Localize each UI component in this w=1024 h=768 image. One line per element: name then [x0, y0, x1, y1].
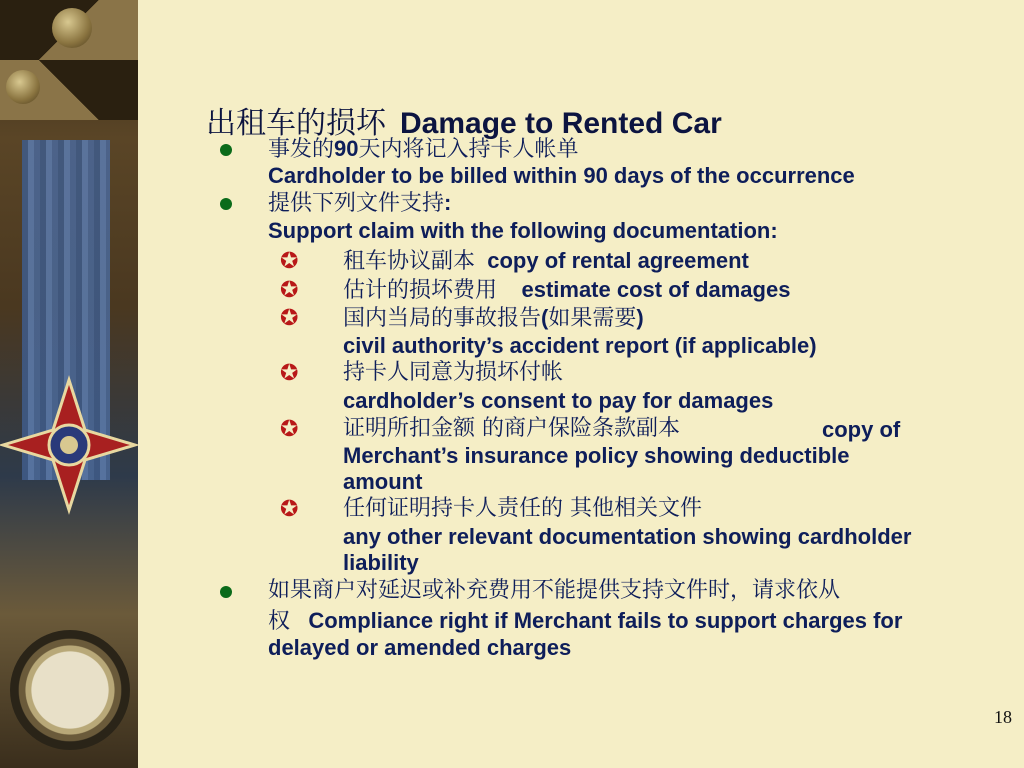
sub-item-5-english-2: Merchant’s insurance policy showing deductible: [343, 443, 850, 468]
sub-item-6-chinese: 任何证明持卡人责任的 其他相关文件: [343, 496, 702, 521]
bullet-1-english: Cardholder to be billed within 90 days of the occurrence: [268, 163, 855, 188]
text: 租车协议副本: [343, 249, 476, 274]
sub-item-1: [343, 248, 749, 275]
sub-item-5-chinese: 证明所扣金额 的商户保险条款副本: [343, 416, 680, 441]
sub-item-5-english-1: copy of: [822, 417, 901, 442]
star-bullet-icon: ✪: [280, 305, 299, 330]
text: 国内当局的事故报告: [343, 306, 542, 331]
text: copy of rental agreement: [487, 248, 749, 273]
page-number: 18: [994, 707, 1012, 727]
text: estimate cost of damages: [521, 277, 791, 302]
text: (: [541, 305, 549, 330]
bullet-2-english: Support claim with the following documentation:: [268, 218, 778, 243]
compass-image: [10, 630, 130, 750]
slide-content: [200, 0, 1000, 768]
title-english: Damage to Rented Car: [400, 107, 722, 140]
bullet-dot: [220, 586, 232, 598]
text: :: [444, 190, 452, 215]
bullet-1-chinese: [268, 136, 579, 163]
star-bullet-icon: ✪: [280, 277, 299, 302]
bullet-3-chinese: 如果商户对延迟或补充费用不能提供支持文件时，请求依从: [268, 578, 841, 603]
brass-button-image: [52, 8, 92, 48]
title-chinese: 出租车的损坏: [206, 106, 386, 141]
text: 天内将记入持卡人帐单: [358, 137, 579, 162]
brass-button-image: [6, 70, 40, 104]
star-bullet-icon: ✪: [280, 248, 299, 273]
text: ): [636, 305, 644, 330]
decorative-image-strip: [0, 0, 138, 768]
bullet-dot: [220, 198, 232, 210]
bullet-3-line-2: [268, 608, 902, 635]
text: 权: [268, 609, 291, 634]
sub-item-3-chinese: [343, 305, 644, 332]
text: 估计的损坏费用: [343, 278, 498, 303]
star-bullet-icon: ✪: [280, 496, 299, 521]
text: 90: [334, 136, 359, 161]
star-bullet-icon: ✪: [280, 416, 299, 441]
bullet-2-chinese: [268, 190, 451, 217]
text: 提供下列文件支持: [268, 191, 445, 216]
sub-item-6-english-1: any other relevant documentation showing cardholder: [343, 524, 912, 549]
sub-item-2: [343, 277, 790, 304]
sub-item-5-english-3: amount: [343, 469, 423, 494]
text: Compliance right if Merchant fails to support charges for: [308, 608, 903, 633]
sub-item-4-chinese: 持卡人同意为损坏付帐: [343, 360, 564, 385]
sub-item-6-english-2: liability: [343, 550, 419, 575]
text: 事发的: [268, 137, 335, 162]
sub-item-3-english: civil authority’s accident report (if applicable): [343, 333, 817, 358]
cross-medal-image: [0, 360, 138, 560]
text: 如果需要: [548, 306, 637, 331]
bullet-3-english-3: delayed or amended charges: [268, 635, 572, 660]
bullet-dot: [220, 144, 232, 156]
star-bullet-icon: ✪: [280, 360, 299, 385]
sub-item-4-english: cardholder’s consent to pay for damages: [343, 388, 774, 413]
